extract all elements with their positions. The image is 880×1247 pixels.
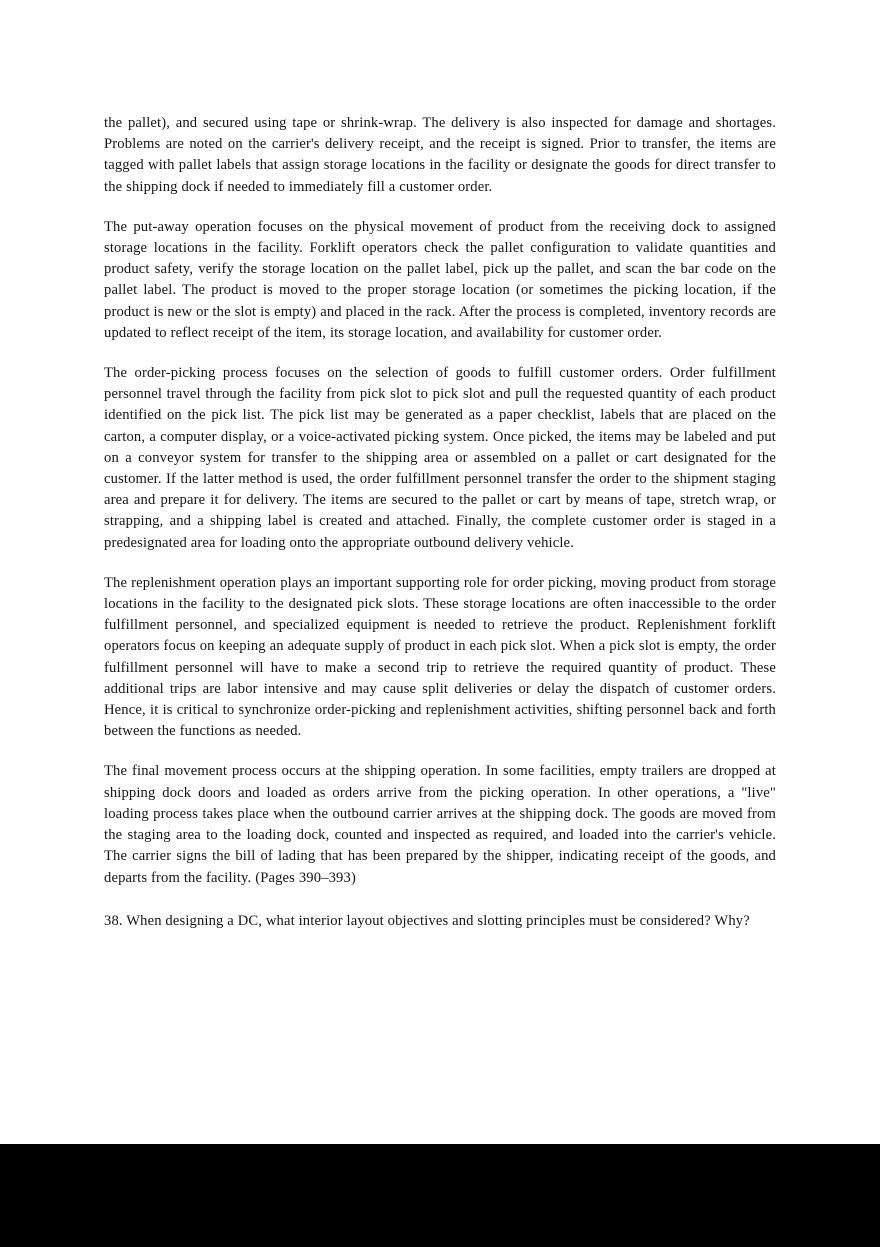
- review-question-38: 38. When designing a DC, what interior layout objectives and slotting principles must be considered? Why?: [104, 912, 750, 929]
- paragraph-replenishment-operation: The replenishment operation plays an important supporting role for order picking, moving product from storage locations in the facility to the designated pick slots. These storage locations are often inaccessible to the order fulfillment personnel, and specialized equipment is needed to retrieve the product. Replenishment forklift operators focus on keeping an adequate supply of product in each pick slot. When a pick slot is empty, the order fulfillment personnel will have to make a second trip to retrieve the required quantity of product. These additional trips are labor intensive and may cause split deliveries or delay the dispatch of customer orders. Hence, it is critical to synchronize order-picking and replenishment activities, shifting personnel back and forth between the functions as needed.: [104, 574, 776, 740]
- paragraph-order-picking-process: The order-picking process focuses on the selection of goods to fulfill customer orders. Order fulfillment personnel travel through the facility from pick slot to pick slot and pull the requested quantity of each product identified on the pick list. The pick list may be generated as a paper checklist, labels that are placed on the carton, a computer display, or a voice-activated picking system. Once picked, the items may be labeled and put on a conveyor system for transfer to the shipping area or assembled on a pallet or cart designated for the customer. If the latter method is used, the order fulfillment personnel transfer the order to the shipment staging area and prepare it for delivery. The items are secured to the pallet or cart by means of tape, stretch wrap, or strapping, and a shipping label is created and attached. Finally, the complete customer order is staged in a predesignated area for loading onto the appropriate outbound delivery vehicle.: [104, 365, 776, 551]
- paragraph-receiving-continued: the pallet), and secured using tape or shrink-wrap. The delivery is also inspected for damage and shortages. Problems are noted on the carrier's delivery receipt, and the receipt is signed. Prior to transfer, the items are tagged with pallet labels that assign storage locations in the facility or designate the goods for direct transfer to the shipping dock if needed to immediately fill a customer order.: [104, 115, 776, 195]
- text-column: [104, 113, 776, 932]
- scan-edge-black-band: [0, 1144, 880, 1247]
- paragraph-put-away-operation: The put-away operation focuses on the physical movement of product from the receiving dock to assigned storage locations in the facility. Forklift operators check the pallet configuration to validate quantities and product safety, verify the storage location on the pallet label, pick up the pallet, and scan the bar code on the pallet label. The product is moved to the proper storage location (or sometimes the picking location, if the product is new or the slot is empty) and placed in the rack. After the process is completed, inventory records are updated to reflect receipt of the item, its storage location, and availability for customer order.: [104, 218, 776, 341]
- paragraph-shipping-operation: The final movement process occurs at the shipping operation. In some facilities, empty trailers are dropped at shipping dock doors and loaded as orders arrive from the picking operation. In other operations, a "live" loading process takes place when the outbound carrier arrives at the shipping dock. The goods are moved from the staging area to the loading dock, counted and inspected as required, and loaded into the carrier's vehicle. The carrier signs the bill of lading that has been prepared by the shipper, indicating receipt of the goods, and departs from the facility. (Pages 390–393): [104, 763, 776, 886]
